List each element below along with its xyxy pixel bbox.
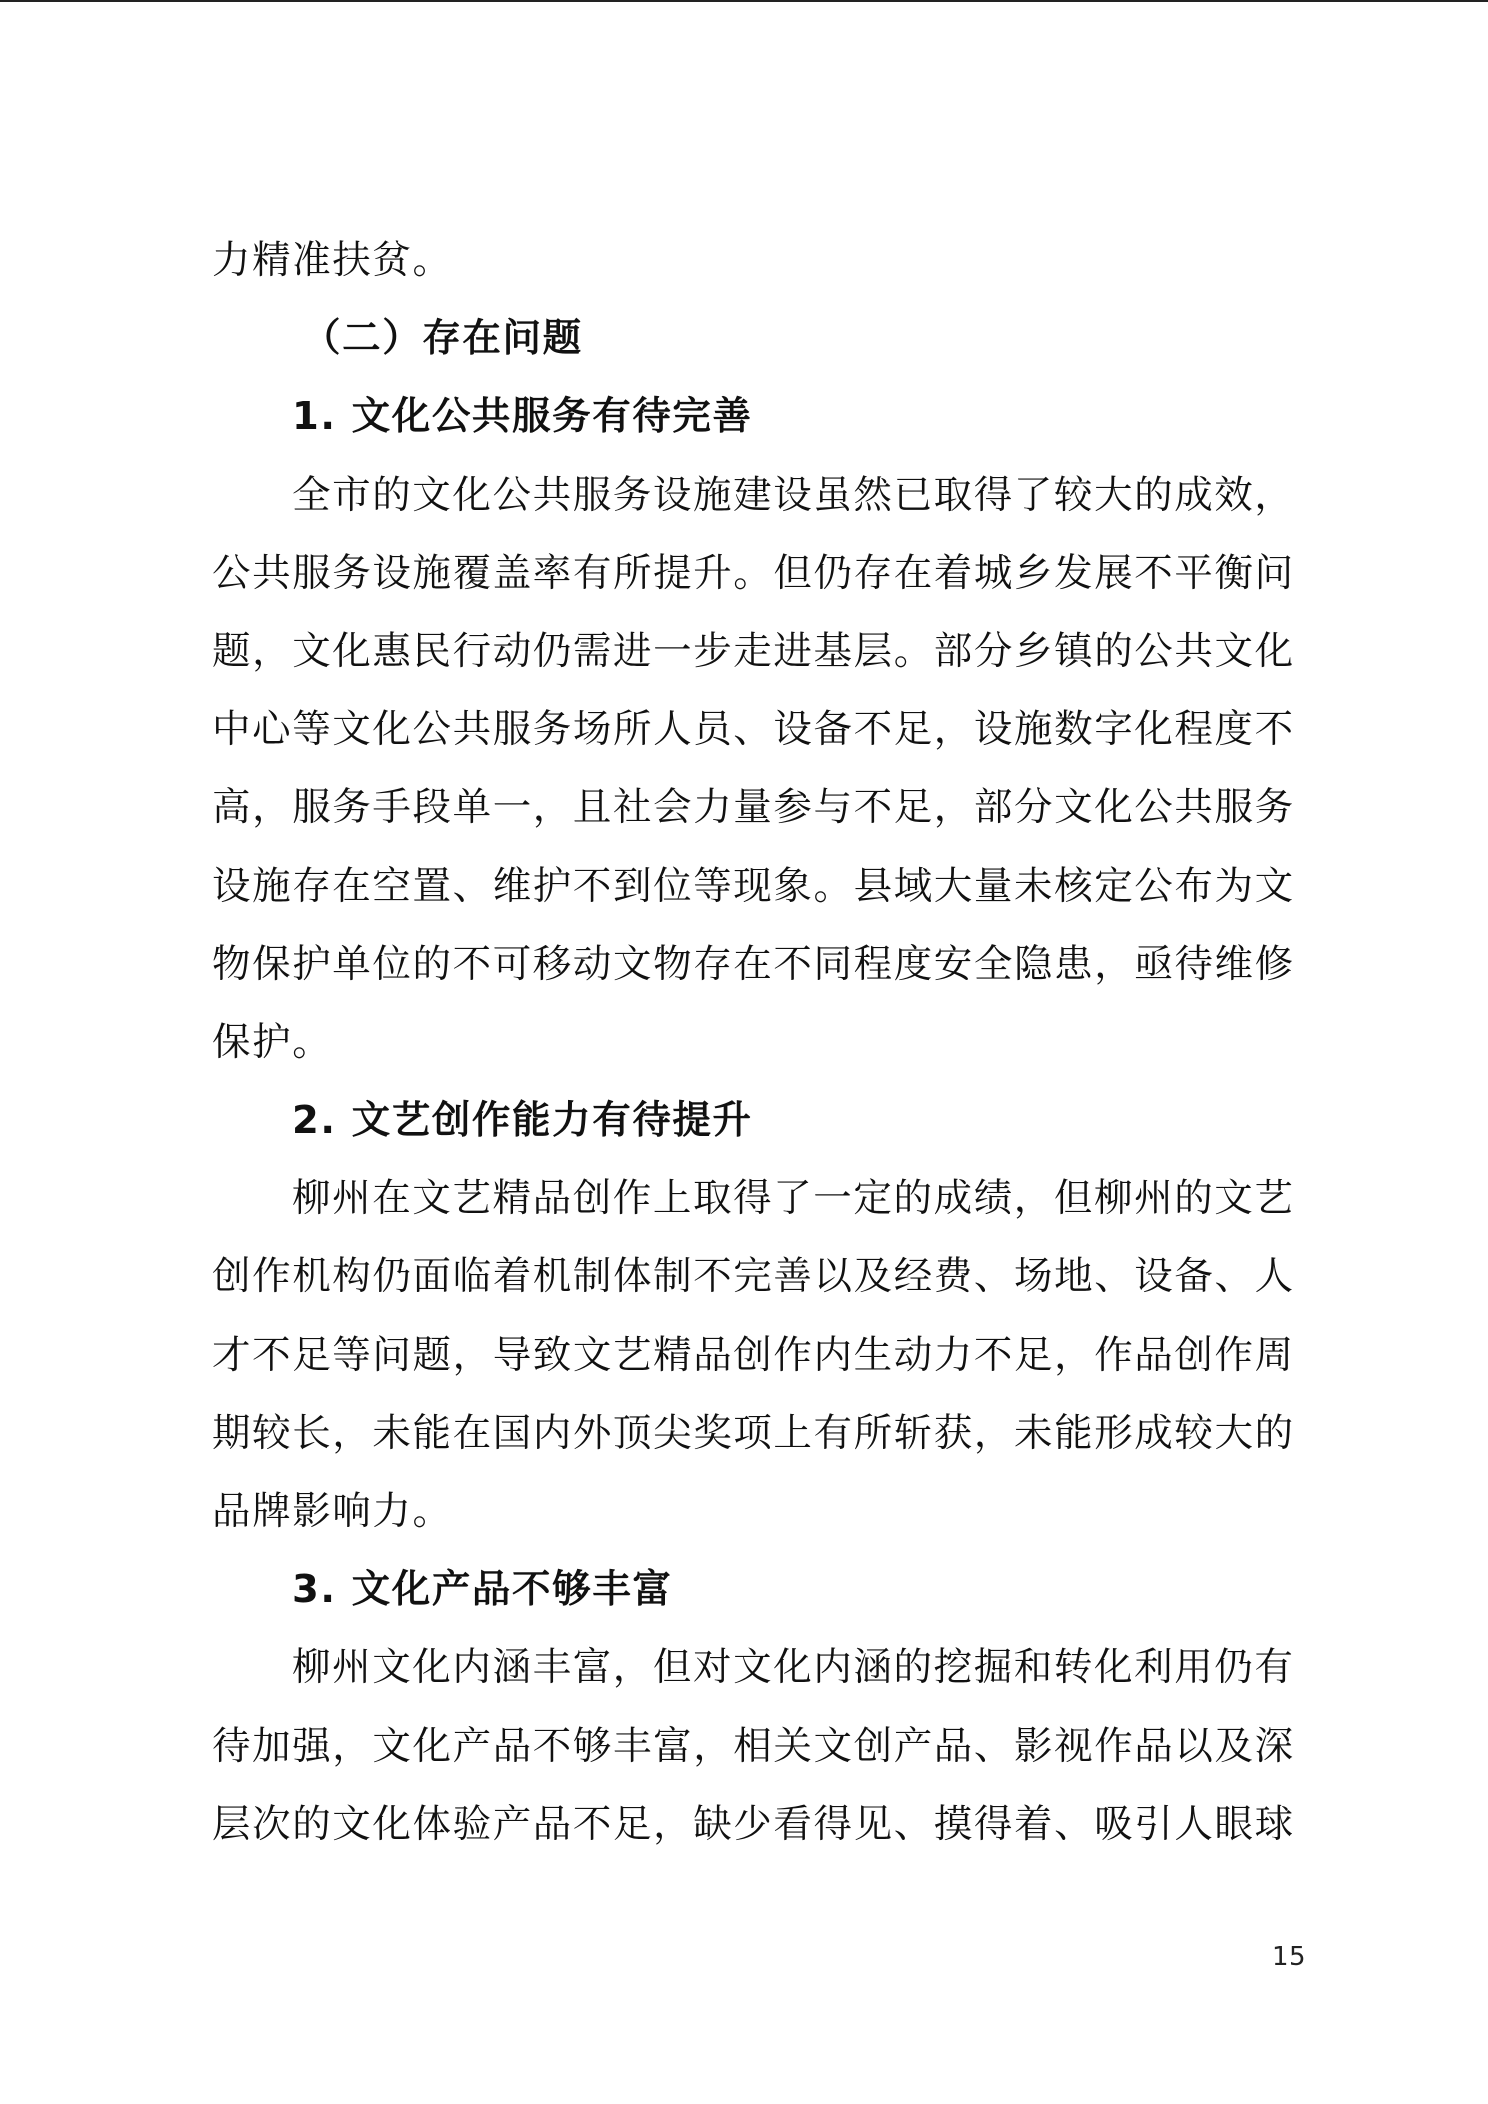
paragraph-line: 柳州在文艺精品创作上取得了一定的成绩，但柳州的文艺 [292,1176,1295,1222]
paragraph-line: 力精准扶贫。 [212,238,453,283]
paragraph-line: 柳州文化内涵丰富，但对文化内涵的挖掘和转化利用仍有 [292,1645,1295,1691]
paragraph-line: 层次的文化体验产品不足，缺少看得见、摸得着、吸引人眼球 [212,1801,1295,1847]
paragraph-line: 中心等文化公共服务场所人员、设备不足，设施数字化程度不 [212,707,1295,753]
paragraph-line: 题，文化惠民行动仍需进一步走进基层。部分乡镇的公共文化 [212,628,1295,674]
paragraph-line: 创作机构仍面临着机制体制不完善以及经费、场地、设备、人 [212,1254,1295,1300]
paragraph-line: 设施存在空置、维护不到位等现象。县域大量未核定公布为文 [212,863,1295,909]
paragraph-line: 品牌影响力。 [212,1489,453,1534]
paragraph-line: 期较长，未能在国内外顶尖奖项上有所斩获，未能形成较大的 [212,1410,1295,1456]
page-top-border [0,0,1488,2]
paragraph-line: 保护。 [212,1019,333,1065]
paragraph-line: 公共服务设施覆盖率有所提升。但仍存在着城乡发展不平衡问 [212,550,1295,596]
paragraph-line: 物保护单位的不可移动文物存在不同程度安全隐患，亟待维修 [212,941,1295,987]
subsection-heading: 2. 文艺创作能力有待提升 [292,1098,753,1144]
paragraph-line: 才不足等问题，导致文艺精品创作内生动力不足，作品创作周 [212,1332,1295,1378]
paragraph-line: 全市的文化公共服务设施建设虽然已取得了较大的成效， [292,472,1295,518]
subsection-heading: 1. 文化公共服务有待完善 [292,394,753,440]
section-heading: （二）存在问题 [302,316,583,362]
paragraph-line: 待加强，文化产品不够丰富，相关文创产品、影视作品以及深 [212,1723,1295,1769]
paragraph-line: 高，服务手段单一，且社会力量参与不足，部分文化公共服务 [212,785,1295,831]
document-body [212,222,1310,1864]
page-number: 15 [1272,1942,1307,1972]
subsection-heading: 3. 文化产品不够丰富 [292,1567,673,1613]
